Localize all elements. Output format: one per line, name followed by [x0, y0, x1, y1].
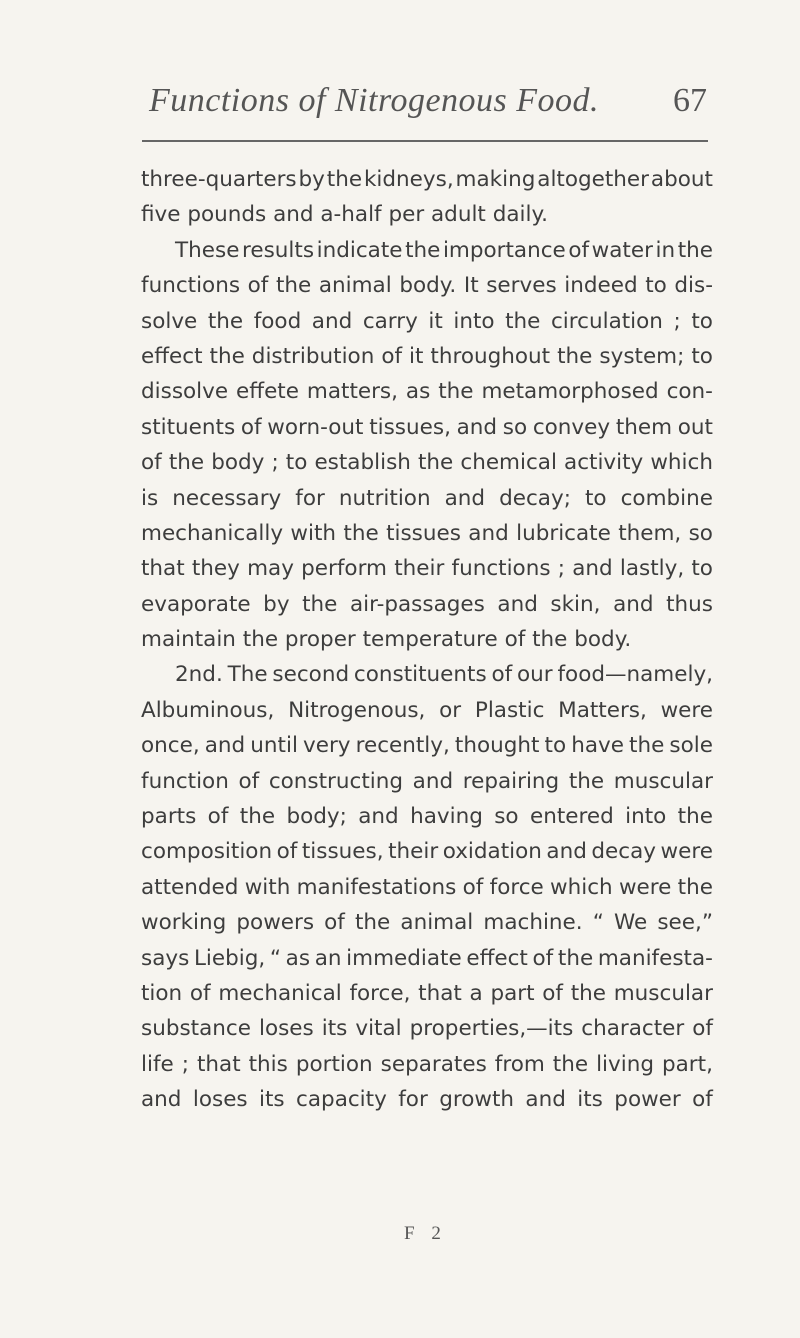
- text-line: substance loses its vital properties,—its character of: [141, 1016, 713, 1042]
- text-line: effect the distribution of it throughout the system; to: [141, 343, 713, 369]
- text-line: and loses its capacity for growth and its power of: [141, 1087, 713, 1113]
- text-line: stituents of worn-out tissues, and so convey them out: [141, 414, 713, 440]
- text-line: evaporate by the air-passages and skin, and thus: [141, 591, 713, 617]
- text-line: is necessary for nutrition and decay; to combine: [141, 485, 713, 511]
- text-line: maintain the proper temperature of the body.: [141, 627, 632, 653]
- body-text: [141, 162, 713, 1118]
- text-line: mechanically with the tissues and lubricate them, so: [141, 520, 713, 546]
- text-line: five pounds and a-half per adult daily.: [141, 202, 548, 228]
- text-line: tion of mechanical force, that a part of the muscular: [141, 980, 713, 1006]
- text-line: once, and until very recently, thought to have the sole: [141, 733, 713, 759]
- text-line: life ; that this portion separates from the living part,: [141, 1051, 713, 1077]
- page-header: [145, 82, 707, 132]
- text-line: working powers of the animal machine. “ We see,”: [141, 910, 713, 936]
- text-line: three-quarters by the kidneys, making altogether about: [141, 167, 713, 192]
- text-line: Albuminous, Nitrogenous, or Plastic Matters, were: [141, 697, 713, 723]
- text-line: 2nd. The second constituents of our food—namely,: [175, 662, 713, 688]
- text-line: parts of the body; and having so entered into the: [141, 804, 713, 830]
- text-line: that they may perform their functions ; and lastly, to: [141, 556, 713, 582]
- text-line: of the body ; to establish the chemical activity which: [141, 450, 713, 476]
- text-line: composition of tissues, their oxidation and decay were: [141, 839, 713, 865]
- text-line: dissolve effete matters, as the metamorphosed con-: [141, 379, 713, 405]
- text-line: solve the food and carry it into the circulation ; to: [141, 308, 713, 334]
- text-line: attended with manifestations of force which were the: [141, 874, 713, 900]
- running-title: Functions of Nitrogenous Food.: [149, 82, 600, 119]
- text-line: functions of the animal body. It serves indeed to dis-: [141, 273, 713, 299]
- signature-mark: F 2: [404, 1223, 447, 1244]
- text-line: These results indicate the importance of water in the: [175, 237, 713, 263]
- text-line: function of constructing and repairing the muscular: [141, 768, 713, 794]
- page-number: 67: [673, 82, 707, 119]
- header-rule: [142, 140, 708, 142]
- text-line: says Liebig, “ as an immediate effect of the manifesta-: [141, 945, 713, 971]
